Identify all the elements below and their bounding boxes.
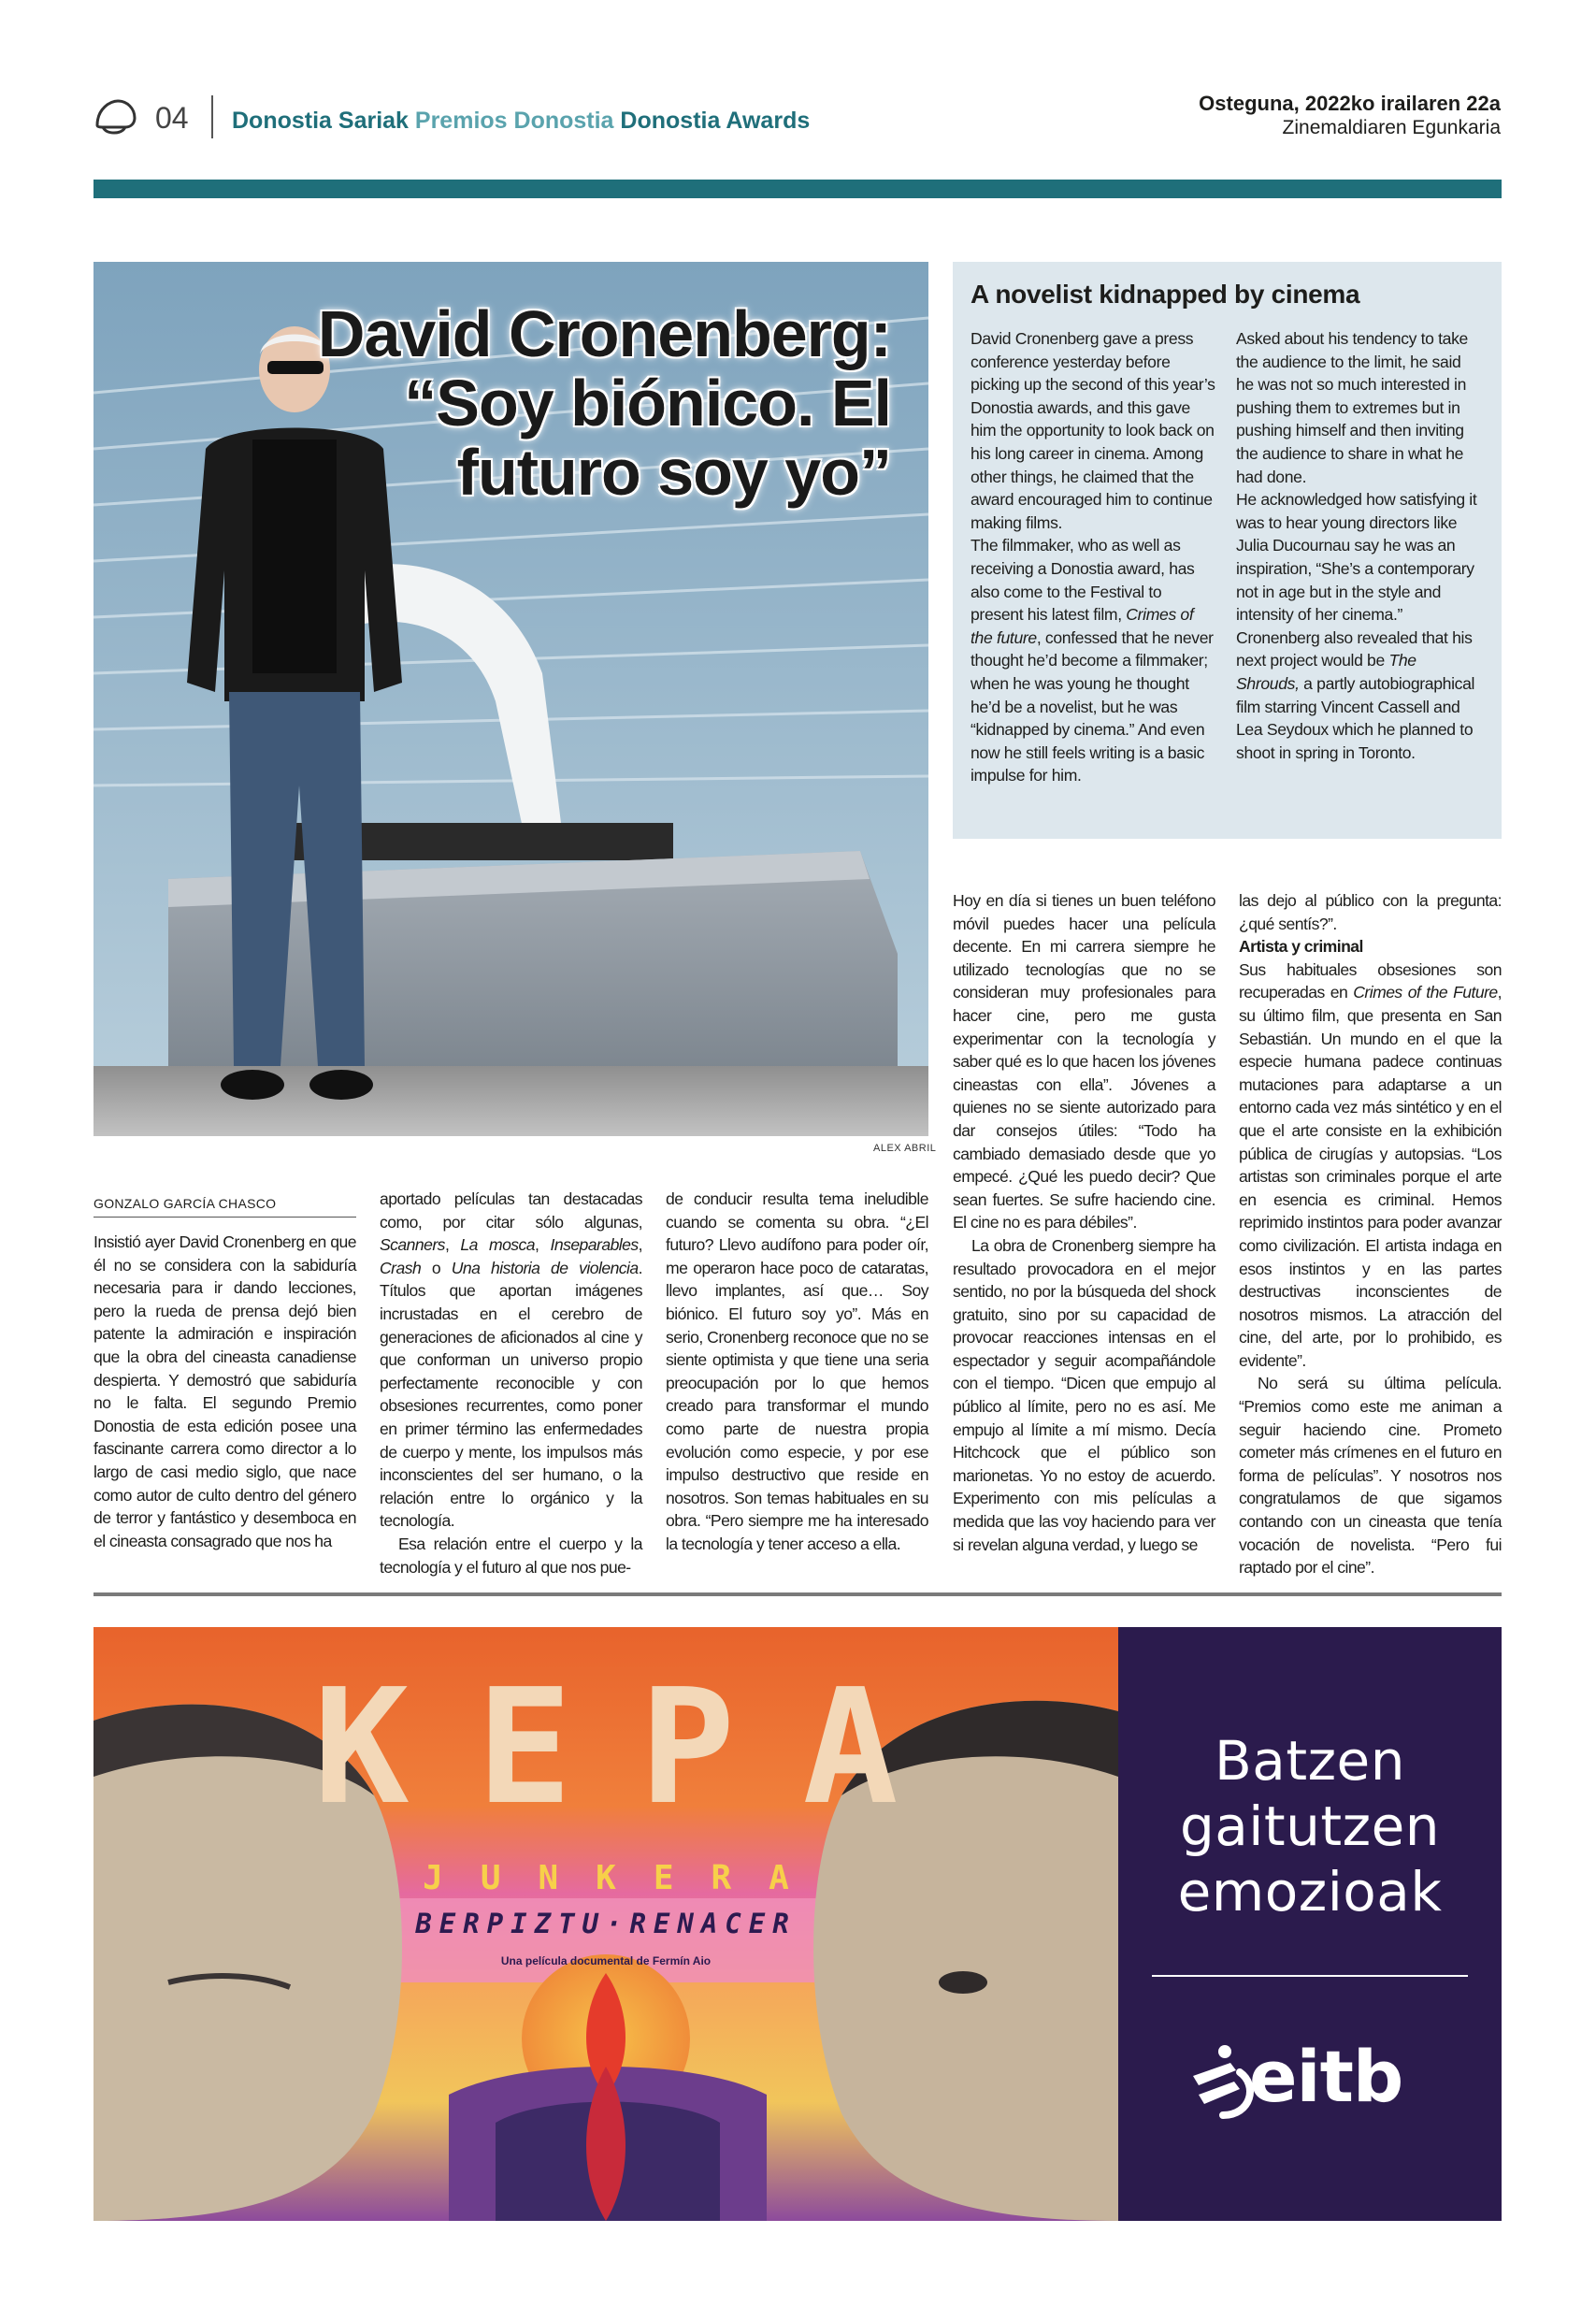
- article-column-1: [93, 1194, 356, 1552]
- publication-name: Zinemaldiaren Egunkaria: [1282, 117, 1501, 138]
- summary-paragraph: Asked about his tendency to take the audience to the limit, he said he was not so much interested in pushing them to extremes but in pushing himself and then inviting the audience to share in what he had done.: [1236, 329, 1468, 486]
- eitb-divider: [1152, 1975, 1468, 1977]
- article-paragraph: de conducir resulta tema ineludible cuando se comenta su obra. “¿El futuro? Llevo audífono para poder oír, me operaron hace poco de cataratas, llevo implantes, así que… Soy biónico. El futuro soy yo”. Más en serio, Cronenberg reconoce que no se siente optimista y que tiene una seria preocupación por lo que hemos creado para transformar el mundo como parte de nuestra propia evolución como especie, y por ese impulso destructivo que reside en nosotros. Son temas habituales en su obra. “Pero siempre me ha interesado la tecnología y tener acceso a ella.: [666, 1189, 928, 1553]
- article-paragraph: las dejo al público con la pregunta: ¿qué sentís?”.: [1239, 891, 1502, 933]
- film-title: Crimes of the future: [971, 605, 1194, 647]
- summary-paragraph: David Cronenberg gave a press conference yesterday before picking up the second of this year’s Donostia awards, and this gave him the opportunity to look back on his long career in cinema. Among other things, he claimed that the award encouraged him to continue making films.: [971, 329, 1215, 532]
- summary-column-1: [971, 327, 1215, 787]
- byline: GONZALO GARCÍA CHASCO: [93, 1194, 356, 1218]
- cover-photo: [93, 262, 928, 1136]
- article-paragraph: Sus habituales obsesiones son recuperadas en Crimes of the Future, su último film, que presenta en San Sebastián. Un mundo en el que la especie humana padece continuas mutaciones para adaptarse a un entorno cada vez más sintético y en el que el arte consiste en la exhibición pública de cirugías y autopsias. “Los artistas son criminales porque el arte en esencia es criminal. Hemos reprimido instintos para poder avanzar como civilización. El artista indaga en esos instintos y en las partes destructivas inconscientes de nosotros mismos. La atracción del cine, del arte, por lo prohibido, es evidente”.: [1239, 959, 1502, 1370]
- article-subheading: Artista y criminal: [1239, 937, 1363, 957]
- summary-paragraph: Cronenberg also revealed that his next project would be The Shrouds, a partly autobiographical film starring Vincent Cassell and Lea Seydoux which he planned to shoot in spring in Toronto.: [1236, 627, 1475, 762]
- english-summary-box: [953, 262, 1502, 839]
- poster-credit: Una película documental de Fermín Aio: [500, 1954, 712, 1967]
- headline: David Cronenberg: “Soy biónico. El futuro soy yo”: [317, 297, 891, 509]
- article-paragraph: No será su última película. “Premios como este me animan a seguir haciendo cine. Prometo cometer más crímenes en el futuro en forma de películas”. Y nosotros nos congratulamos de que sigamos contando con un cineasta que tenía vocación de novelista. “Pero fui raptado por el cine”.: [1239, 1374, 1502, 1578]
- article-paragraph: Hoy en día si tienes un buen teléfono móvil puedes hacer una película decente. En mi carrera siempre he utilizado tecnologías que no se consideran muy profesionales para hacer cine, pero me gusta experimentar con la tecnología y saber qué es lo que hacen los jóvenes cineastas con ella”. Jóvenes a quienes no se siente autorizado para dar consejos útiles: “Todo ha cambiado demasiado desde que yo empecé. ¿Qué les puedo decir? Que sean fuertes. Se sufre haciendo cine. El cine no es para débiles”.: [953, 891, 1215, 1232]
- article-column-4: [953, 889, 1215, 1556]
- article-paragraph: La obra de Cronenberg siempre ha resultado provocadora en el mejor sentido, no por la búsqueda del shock gratuito, sino por su capacidad de provocar reacciones intensas en el espectador y seguir acompañándole con el tiempo. “Dicen que empujo al público al límite, pero no es así. Me empujo al límite a mí mismo. Decía Hitchcock que el público son marionetas. Yo no estoy de acuerdo. Experimento con mis películas a medida que las voy haciendo para ver si revelan alguna verdad, y luego se: [953, 1235, 1215, 1554]
- summary-paragraph: The filmmaker, who as well as receiving a Donostia award, has also come to the Festival to present his latest film, Crimes of the future, confessed that he never thought he’d become a filmmaker; when he was young he thought he’d be a novelist, but he was “kidnapped by cinema.” And even now he still feels writing is a basic impulse for him.: [971, 536, 1214, 785]
- issue-date: Osteguna, 2022ko irailaren 22a: [1199, 92, 1501, 115]
- page-number: 04: [155, 101, 189, 135]
- summary-paragraph: He acknowledged how satisfying it was to hear young directors like Julia Ducournau say he was an inspiration, “She’s a contemporary not in age but in the style and intensity of her cinema.”: [1236, 490, 1477, 625]
- film-title: The Shrouds,: [1236, 651, 1416, 693]
- section-title: [232, 107, 810, 135]
- photo-credit: ALEX ABRIL: [873, 1143, 937, 1154]
- festival-shell-logo-icon: [93, 97, 138, 135]
- header-divider: [211, 95, 213, 138]
- film-ad-poster[interactable]: [93, 1627, 1118, 2221]
- article-paragraph: Insistió ayer David Cronenberg en que él no se considera con la sabiduría necesaria para ir dando lecciones, pero la rueda de prensa dejó bien patente la admiración e inspiración que la obra del cineasta canadiense despierta. Y demostró que sabiduría no le falta. El segundo Premio Donostia de esta edición posee una fascinante carrera como director a lo largo de casi medio siglo, que nace como autor de culto dentro del género de terror y fantástico y desemboca en el cineasta consagrado que nos ha: [93, 1232, 356, 1550]
- poster-tagline: BERPIZTU·RENACER: [415, 1908, 797, 1939]
- summary-column-2: [1236, 327, 1481, 787]
- section-title-english: Donostia Awards: [620, 108, 811, 134]
- eitb-ad-panel[interactable]: [1118, 1627, 1502, 2221]
- article-paragraph: Esa relación entre el cuerpo y la tecnología y el futuro al que nos pue-: [380, 1534, 642, 1577]
- eitb-brand: eitb: [1249, 2035, 1403, 2118]
- summary-title: A novelist kidnapped by cinema: [971, 280, 1360, 309]
- article-column-5: [1239, 889, 1502, 1579]
- ad-separator-line: [93, 1592, 1502, 1596]
- poster-subtitle: JUNKERA: [423, 1859, 827, 1897]
- eitb-slogan: Batzen gaitutzen emozioak: [1177, 1729, 1443, 1924]
- article-paragraph: aportado películas tan destacadas como, por citar sólo algunas, Scanners, La mosca, Inseparables, Crash o Una historia de violencia. Títulos que aportan imágenes incrustadas en el cerebro de generaciones de aficionados al cine y que conforman un universo propio perfectamente reconocible y con obsesiones recurrentes, como poner en primer término las enfermedades de cuerpo y mente, los impulsos más inconscientes del ser humano, o la relación entre lo orgánico y la tecnología.: [380, 1189, 642, 1531]
- article-column-2: [380, 1188, 642, 1578]
- header-color-bar: [93, 180, 1502, 198]
- poster-title: KEPA: [313, 1655, 966, 1840]
- section-title-spanish: Premios Donostia: [414, 108, 614, 134]
- section-title-basque: Donostia Sariak: [232, 108, 409, 134]
- article-column-3: [666, 1188, 928, 1556]
